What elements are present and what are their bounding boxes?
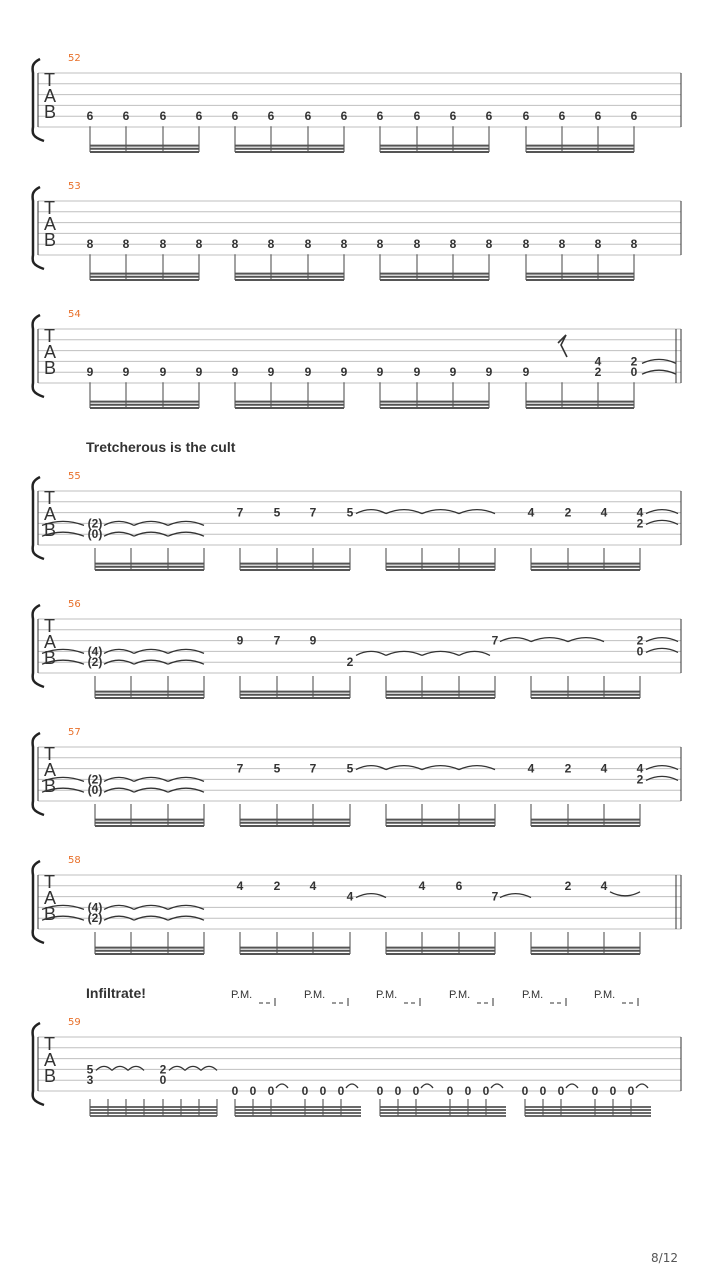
tab-clef-letter: A bbox=[44, 86, 57, 106]
fret-number: 2 bbox=[273, 878, 281, 893]
fret-number: 8 bbox=[630, 237, 638, 252]
tie-arc bbox=[491, 1084, 503, 1088]
tab-system-54 bbox=[33, 309, 681, 408]
fret-number: 9 bbox=[195, 365, 203, 380]
fret-number: 6 bbox=[267, 109, 275, 124]
tab-system-52 bbox=[33, 53, 681, 152]
fret-number: 4 bbox=[346, 889, 354, 904]
chord-fret: 4 bbox=[636, 505, 644, 520]
tie-arc bbox=[386, 651, 422, 655]
fret-number: 7 bbox=[491, 889, 499, 904]
fret-number: 9 bbox=[309, 633, 317, 648]
fret-number: 9 bbox=[413, 365, 421, 380]
palm-mute-label: P.M. bbox=[231, 989, 253, 1001]
fret-number: 7 bbox=[236, 761, 244, 776]
fret-number: 5 bbox=[273, 505, 281, 520]
fret-number: 7 bbox=[491, 633, 499, 648]
tab-clef-letter: T bbox=[44, 70, 55, 90]
chord-fret: 2 bbox=[159, 1062, 167, 1077]
fret-number: 4 bbox=[600, 761, 608, 776]
fret-number: 8 bbox=[159, 237, 167, 252]
fret-number: 6 bbox=[86, 109, 94, 124]
fret-number: 6 bbox=[455, 878, 463, 893]
fret-number: 2 bbox=[594, 365, 602, 380]
tab-clef-letter: T bbox=[44, 198, 55, 218]
fret-number: 2 bbox=[564, 505, 572, 520]
open-string-note: 0 bbox=[337, 1084, 345, 1098]
fret-number: 9 bbox=[122, 365, 130, 380]
fret-number: 7 bbox=[273, 633, 281, 648]
tab-clef-letter: T bbox=[44, 616, 55, 636]
tab-system-55 bbox=[33, 471, 681, 570]
tie-arc bbox=[636, 1084, 648, 1088]
fret-number: 6 bbox=[231, 109, 239, 124]
chord-fret: 5 bbox=[86, 1062, 94, 1077]
fret-number: 9 bbox=[304, 365, 312, 380]
fret-number: 7 bbox=[309, 505, 317, 520]
fret-number: 4 bbox=[236, 878, 244, 893]
open-string-note: 0 bbox=[376, 1084, 384, 1098]
chord-fret: 2 bbox=[636, 772, 644, 787]
tied-fret: (2) bbox=[87, 772, 103, 787]
tab-clef-letter: T bbox=[44, 744, 55, 764]
fret-number: 8 bbox=[122, 237, 130, 252]
tab-clef-letter: A bbox=[44, 888, 57, 908]
tab-clef-letter: T bbox=[44, 488, 55, 508]
measure-number: 58 bbox=[68, 855, 81, 866]
fret-number: 8 bbox=[485, 237, 493, 252]
fret-number: 8 bbox=[304, 237, 312, 252]
tab-clef-letter: A bbox=[44, 214, 57, 234]
fret-number: 7 bbox=[309, 761, 317, 776]
tab-system-59 bbox=[33, 1017, 681, 1116]
measure-number: 57 bbox=[68, 727, 81, 738]
fret-number: 8 bbox=[267, 237, 275, 252]
fret-number: 5 bbox=[346, 505, 354, 520]
tab-clef-letter: T bbox=[44, 872, 55, 892]
fret-number: 8 bbox=[558, 237, 566, 252]
lyric-line: Tretcherous is the cult bbox=[86, 439, 236, 455]
open-string-note: 0 bbox=[301, 1084, 309, 1098]
open-string-note: 0 bbox=[591, 1084, 599, 1098]
palm-mute-label: P.M. bbox=[304, 989, 326, 1001]
fret-number: 9 bbox=[159, 365, 167, 380]
tied-fret: (4) bbox=[87, 644, 103, 659]
tie-arc bbox=[422, 651, 459, 655]
tied-fret: (2) bbox=[87, 911, 103, 926]
fret-number: 4 bbox=[594, 354, 602, 369]
fret-number: 9 bbox=[267, 365, 275, 380]
fret-number: 9 bbox=[449, 365, 457, 380]
open-string-note: 0 bbox=[464, 1084, 472, 1098]
tied-fret: (2) bbox=[87, 516, 103, 531]
tie-arc bbox=[276, 1084, 288, 1088]
chord-fret: 3 bbox=[86, 1073, 94, 1088]
fret-number: 6 bbox=[594, 109, 602, 124]
tie-arc bbox=[421, 1084, 433, 1088]
fret-number: 2 bbox=[630, 354, 638, 369]
palm-mute-extent bbox=[259, 998, 275, 1006]
fret-number: 8 bbox=[522, 237, 530, 252]
fret-number: 6 bbox=[376, 109, 384, 124]
fret-number: 4 bbox=[418, 878, 426, 893]
palm-mute-label: P.M. bbox=[449, 989, 471, 1001]
open-string-note: 0 bbox=[267, 1084, 275, 1098]
open-string-note: 0 bbox=[627, 1084, 635, 1098]
tab-clef-letter: B bbox=[44, 1066, 57, 1086]
tab-clef-letter: B bbox=[44, 230, 57, 250]
fret-number: 8 bbox=[449, 237, 457, 252]
sixteenth-rest bbox=[558, 335, 567, 357]
tab-system-56 bbox=[33, 599, 681, 698]
tab-clef-letter: B bbox=[44, 520, 57, 540]
measure-number: 52 bbox=[68, 53, 81, 64]
fret-number: 5 bbox=[273, 761, 281, 776]
open-string-note: 0 bbox=[482, 1084, 490, 1098]
chord-fret: 2 bbox=[636, 633, 644, 648]
open-string-note: 0 bbox=[609, 1084, 617, 1098]
open-string-note: 0 bbox=[539, 1084, 547, 1098]
fret-number: 9 bbox=[236, 633, 244, 648]
page-number: 8/12 bbox=[651, 1251, 678, 1265]
fret-number: 9 bbox=[231, 365, 239, 380]
fret-number: 9 bbox=[522, 365, 530, 380]
lyric-line: Infiltrate! bbox=[86, 985, 146, 1001]
fret-number: 6 bbox=[159, 109, 167, 124]
chord-fret: 0 bbox=[159, 1073, 167, 1088]
tied-fret: (0) bbox=[87, 783, 103, 798]
fret-number: 8 bbox=[376, 237, 384, 252]
fret-number: 6 bbox=[449, 109, 457, 124]
tab-clef-letter: B bbox=[44, 648, 57, 668]
palm-mute-extent bbox=[477, 998, 493, 1006]
tab-system-53 bbox=[33, 181, 681, 280]
fret-number: 6 bbox=[195, 109, 203, 124]
tab-clef-letter: B bbox=[44, 358, 57, 378]
palm-mute-extent bbox=[332, 998, 348, 1006]
tab-system-57 bbox=[33, 727, 681, 826]
fret-number: 9 bbox=[485, 365, 493, 380]
fret-number: 2 bbox=[564, 761, 572, 776]
open-string-note: 0 bbox=[521, 1084, 529, 1098]
fret-number: 4 bbox=[527, 505, 535, 520]
tab-clef-letter: T bbox=[44, 326, 55, 346]
fret-number: 6 bbox=[413, 109, 421, 124]
fret-number: 6 bbox=[122, 109, 130, 124]
open-string-note: 0 bbox=[249, 1084, 257, 1098]
fret-number: 4 bbox=[527, 761, 535, 776]
fret-number: 6 bbox=[522, 109, 530, 124]
tied-fret: (4) bbox=[87, 900, 103, 915]
fret-number: 4 bbox=[600, 878, 608, 893]
palm-mute-label: P.M. bbox=[522, 989, 544, 1001]
palm-mute-label: P.M. bbox=[376, 989, 398, 1001]
fret-number: 8 bbox=[86, 237, 94, 252]
palm-mute-extent bbox=[622, 998, 638, 1006]
fret-number: 9 bbox=[86, 365, 94, 380]
open-string-note: 0 bbox=[446, 1084, 454, 1098]
fret-number: 8 bbox=[594, 237, 602, 252]
tab-clef-letter: B bbox=[44, 102, 57, 122]
tie-arc bbox=[459, 651, 490, 655]
tie-arc bbox=[610, 892, 640, 896]
tie-arc bbox=[566, 1084, 578, 1088]
open-string-note: 0 bbox=[319, 1084, 327, 1098]
open-string-note: 0 bbox=[394, 1084, 402, 1098]
fret-number: 8 bbox=[231, 237, 239, 252]
palm-mute-label: P.M. bbox=[594, 989, 616, 1001]
tab-clef-letter: A bbox=[44, 342, 57, 362]
fret-number: 8 bbox=[340, 237, 348, 252]
fret-number: 7 bbox=[236, 505, 244, 520]
fret-number: 4 bbox=[309, 878, 317, 893]
measure-number: 54 bbox=[68, 309, 81, 320]
tied-fret: (0) bbox=[87, 527, 103, 542]
fret-number: 6 bbox=[485, 109, 493, 124]
fret-number: 0 bbox=[630, 365, 638, 380]
palm-mute-extent bbox=[404, 998, 420, 1006]
measure-number: 56 bbox=[68, 599, 81, 610]
chord-fret: 4 bbox=[636, 761, 644, 776]
fret-number: 5 bbox=[346, 761, 354, 776]
measure-number: 59 bbox=[68, 1017, 81, 1028]
open-string-note: 0 bbox=[412, 1084, 420, 1098]
open-string-note: 0 bbox=[231, 1084, 239, 1098]
tab-clef-letter: B bbox=[44, 904, 57, 924]
tab-clef-letter: A bbox=[44, 1050, 57, 1070]
measure-number: 53 bbox=[68, 181, 81, 192]
fret-number: 9 bbox=[340, 365, 348, 380]
palm-mute-extent bbox=[550, 998, 566, 1006]
fret-number: 6 bbox=[558, 109, 566, 124]
tab-clef-letter: T bbox=[44, 1034, 55, 1054]
tie-arc bbox=[346, 1084, 358, 1088]
chord-fret: 0 bbox=[636, 644, 644, 659]
fret-number: 9 bbox=[376, 365, 384, 380]
fret-number: 8 bbox=[413, 237, 421, 252]
tab-clef-letter: A bbox=[44, 760, 57, 780]
fret-number: 6 bbox=[630, 109, 638, 124]
tab-system-58 bbox=[33, 855, 681, 954]
tab-clef-letter: B bbox=[44, 776, 57, 796]
fret-number: 2 bbox=[564, 878, 572, 893]
fret-number: 4 bbox=[600, 505, 608, 520]
chord-fret: 2 bbox=[636, 516, 644, 531]
tab-clef-letter: A bbox=[44, 504, 57, 524]
measure-number: 55 bbox=[68, 471, 81, 482]
fret-number: 2 bbox=[346, 655, 354, 670]
open-string-note: 0 bbox=[557, 1084, 565, 1098]
fret-number: 6 bbox=[304, 109, 312, 124]
fret-number: 8 bbox=[195, 237, 203, 252]
tab-clef-letter: A bbox=[44, 632, 57, 652]
tied-fret: (2) bbox=[87, 655, 103, 670]
tie-arc bbox=[356, 651, 386, 655]
fret-number: 6 bbox=[340, 109, 348, 124]
